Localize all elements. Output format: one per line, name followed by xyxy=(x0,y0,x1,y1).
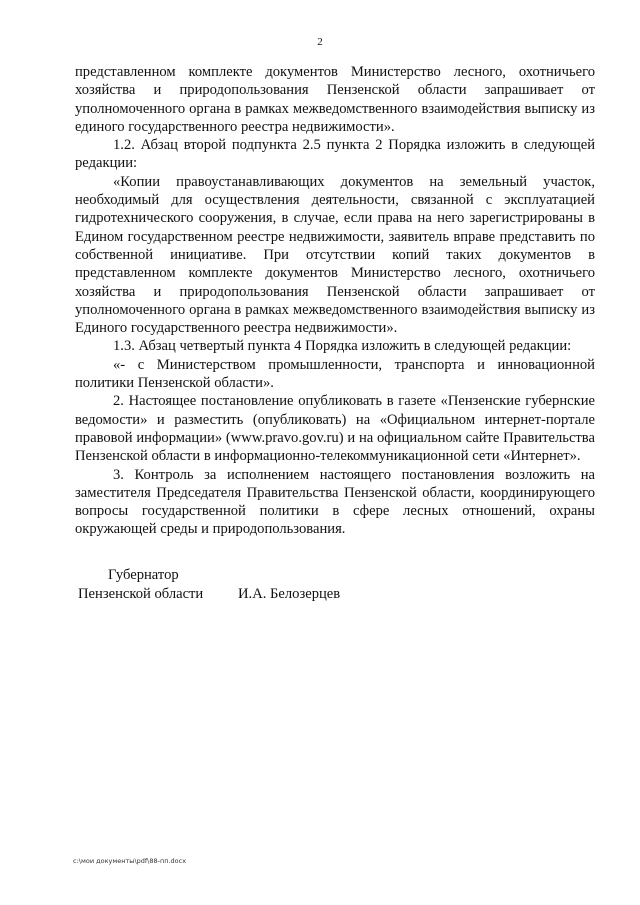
paragraph-continuation: представленном комплекте документов Министерство лесного, охотничьего хозяйства и природопользования Пензенской области запрашивает от уполномоченного органа в рамках межведомственного взаимодействия выписку из единого государственного реестра недвижимости». xyxy=(75,64,595,135)
paragraph-quote-copies: «Копии правоустанавливающих документов на земельный участок, необходимый для осуществления деятельности, связанной с эксплуатацией гидротехнического сооружения, в случае, если права на него зарегистрированы в Едином государственном реестре недвижимости, заявитель вправе представить по собственной инициативе. При отсутствии копий таких документов в представленном комплекте документов Министерство лесного, охотничьего хозяйства и природопользования Пензенской области запрашивает от уполномоченного органа в рамках межведомственного взаимодействия выписку из Единого государственного реестра недвижимости». xyxy=(75,173,595,337)
signatory-name: И.А. Белозерцев xyxy=(238,586,341,602)
paragraph-1-2: 1.2. Абзац второй подпункта 2.5 пункта 2 Порядка изложить в следующей редакции: xyxy=(75,137,595,172)
paragraph-3-control: 3. Контроль за исполнением настоящего постановления возложить на заместителя Председателя Правительства Пензенской области, координирующего вопросы государственной политики в сфере лесных отношений, охраны окружающей среды и природопользования. xyxy=(75,466,595,538)
signatory-title-line2: Пензенской области xyxy=(78,586,204,602)
paragraph-2-publication: 2. Настоящее постановление опубликовать в газете «Пензенские губернские ведомости» и разместить (опубликовать) на «Официальном интернет-портале правовой информации» (www.pravo.gov.ru) и на официальном сайте Правительства Пензенской области в информационно-телекоммуникационной сети «Интернет». xyxy=(75,393,595,465)
page-number: 2 xyxy=(317,36,323,48)
paragraph-quote-ministry: «- с Министерством промышленности, транспорта и инновационной политики Пензенской области». xyxy=(75,356,595,392)
signatory-title-line1: Губернатор xyxy=(108,567,179,583)
paragraph-1-3: 1.3. Абзац четвертый пункта 4 Порядка изложить в следующей редакции: xyxy=(113,338,572,355)
file-path-footer: c:\мои документы\pdf\88-пп.docx xyxy=(73,857,187,865)
document-body xyxy=(75,63,595,539)
